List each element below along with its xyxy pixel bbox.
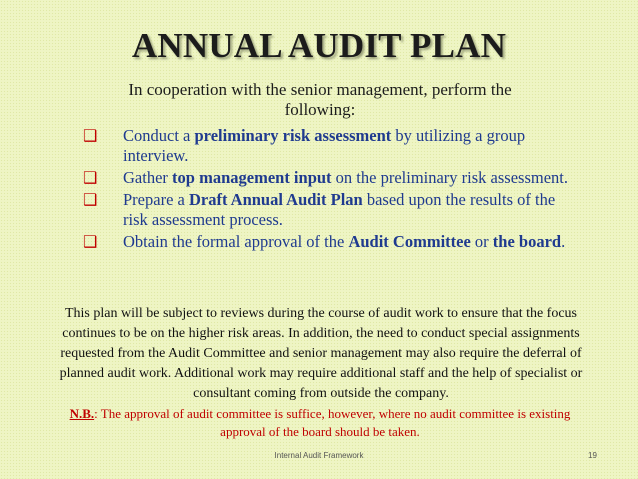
bullet-text-pre: Obtain the formal approval of the bbox=[123, 232, 349, 251]
bullet-text-post: by utilizing a group interview. bbox=[123, 126, 526, 165]
ballot-box-icon: ❑ bbox=[83, 126, 98, 145]
bullet-item bbox=[80, 190, 580, 230]
bullet-item bbox=[80, 126, 580, 166]
nb-colon: : bbox=[94, 406, 98, 421]
body-paragraph: This plan will be subject to reviews during the course of audit work to ensure that the focus continues to be on the higher risk areas. In addition, the need to conduct special assignments requested from the Audit Committee and senior management may also require the deferral of planned audit work. Additional work may require additional staff and the help of specialist or consultant coming from outside the company. bbox=[59, 306, 583, 401]
nb-note bbox=[60, 405, 580, 441]
bullet-text-pre: Gather bbox=[123, 168, 173, 187]
intro-text: In cooperation with the senior management, perform the following: bbox=[128, 80, 512, 119]
bullet-text-post: based upon the results of the risk assessment process. bbox=[123, 190, 556, 229]
bullet-text-post: on the preliminary risk assessment. bbox=[331, 168, 569, 187]
ballot-box-icon: ❑ bbox=[83, 168, 98, 187]
nb-text: The approval of audit committee is suffice, however, where no audit committee is existing approval of the board should be taken. bbox=[100, 406, 571, 439]
bullet-text-bold: top management input bbox=[172, 168, 332, 187]
bullet-text-bold: Audit Committee bbox=[348, 232, 471, 251]
bullet-text-pre: Conduct a bbox=[123, 126, 195, 145]
bullet-text-bold2: the board bbox=[492, 232, 562, 251]
ballot-box-icon: ❑ bbox=[83, 190, 98, 209]
footer-text: Internal Audit Framework bbox=[274, 451, 364, 460]
bullet-item bbox=[80, 168, 580, 188]
bullet-text-bold: Draft Annual Audit Plan bbox=[188, 190, 363, 209]
bullet-text-bold: preliminary risk assessment bbox=[194, 126, 392, 145]
page-number: 19 bbox=[588, 451, 597, 460]
bullet-item bbox=[80, 232, 580, 252]
nb-label: N.B. bbox=[69, 406, 95, 421]
ballot-box-icon: ❑ bbox=[83, 232, 98, 251]
bullet-text-mid: or bbox=[470, 232, 493, 251]
bullet-text-post: . bbox=[561, 232, 566, 251]
bullet-text-pre: Prepare a bbox=[123, 190, 189, 209]
bullet-list bbox=[80, 126, 580, 254]
slide-title: ANNUAL AUDIT PLAN bbox=[131, 26, 507, 65]
